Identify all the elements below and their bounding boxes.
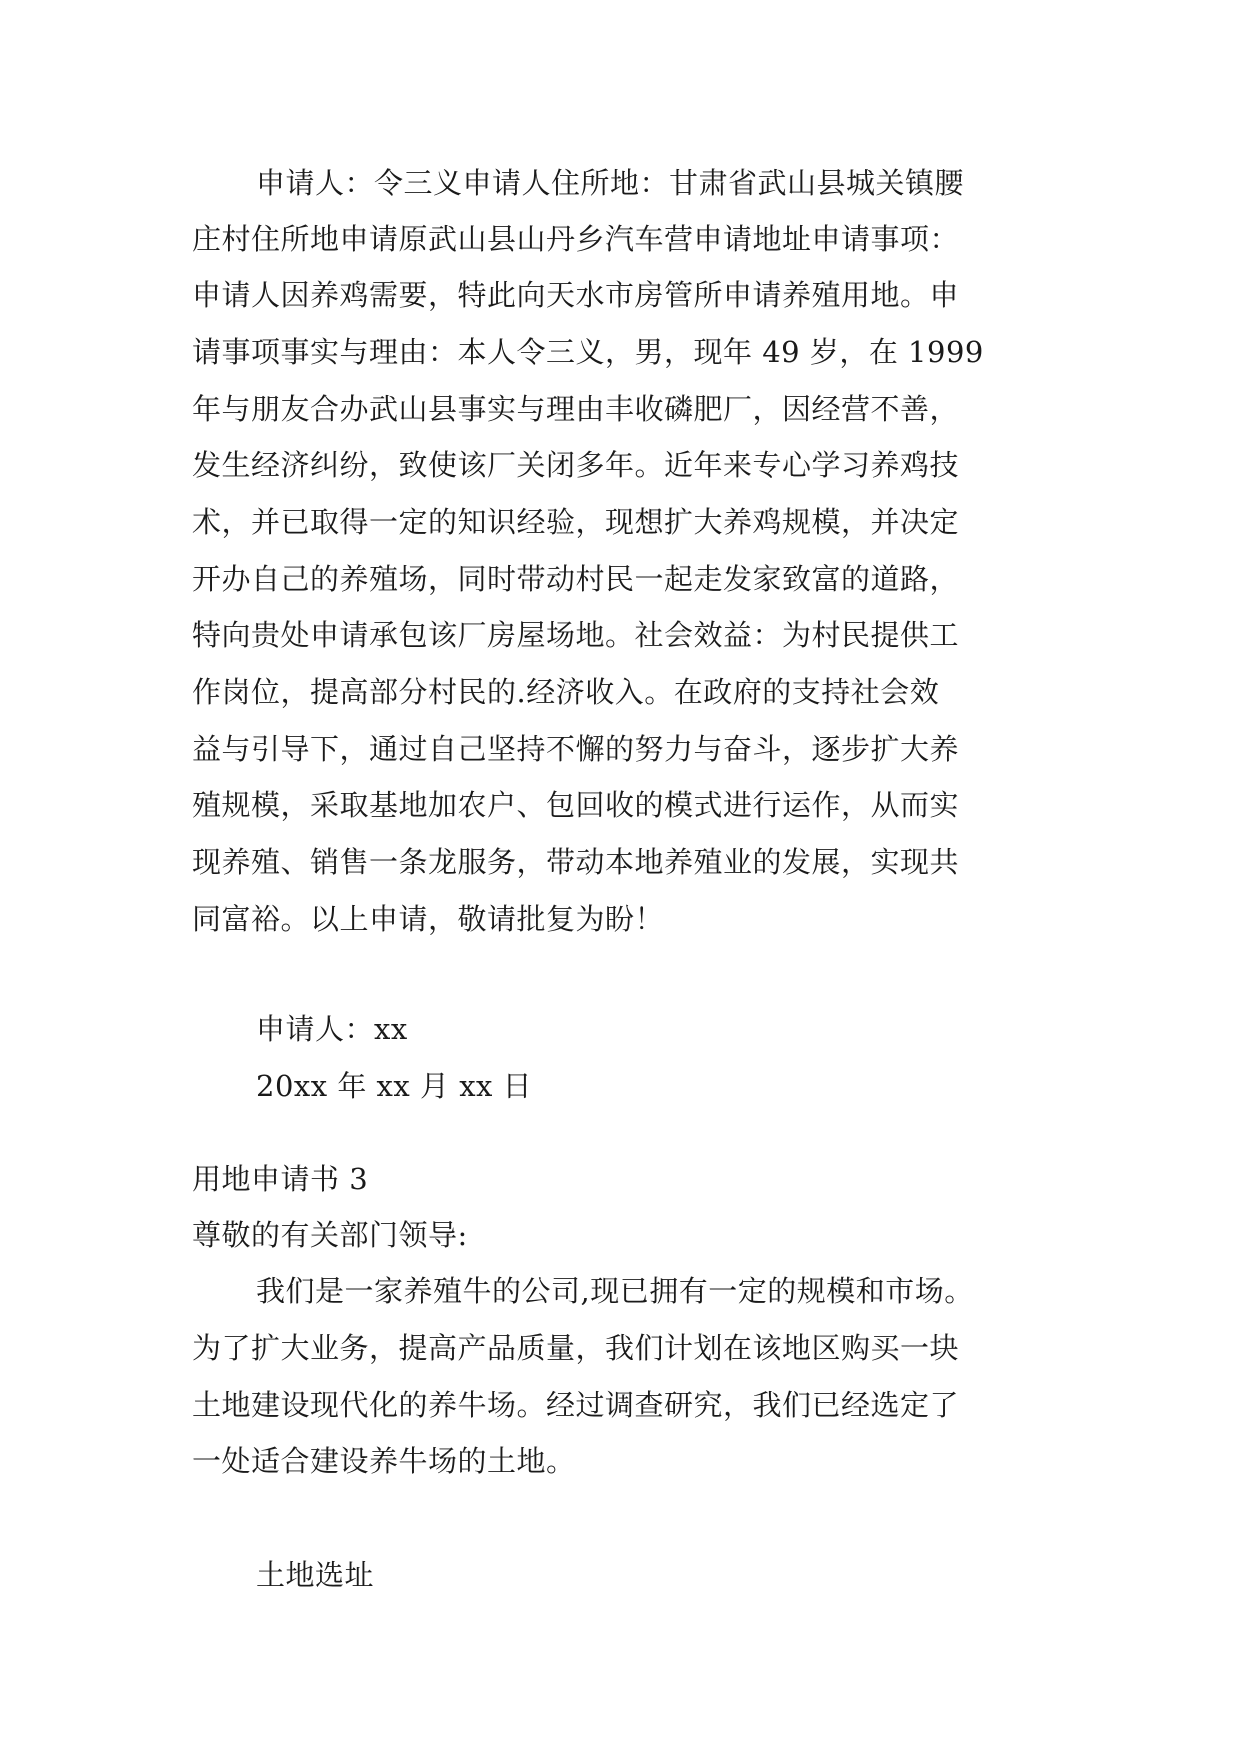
paragraph-line: 特向贵处申请承包该厂房屋场地。社会效益：为村民提供工 [192, 618, 960, 652]
paragraph-line: 开办自己的养殖场，同时带动村民一起走发家致富的道路， [192, 562, 960, 596]
paragraph-line: 现养殖、销售一条龙服务，带动本地养殖业的发展，实现共 [192, 845, 960, 879]
paragraph-line: 庄村住所地申请原武山县山丹乡汽车营申请地址申请事项： [192, 222, 960, 256]
paragraph-line: 申请人：令三义申请人住所地：甘肃省武山县城关镇腰 [256, 166, 965, 200]
paragraph-line: 我们是一家养殖牛的公司,现已拥有一定的规模和市场。 [256, 1274, 974, 1308]
paragraph-line: 作岗位，提高部分村民的.经济收入。在政府的支持社会效 [192, 675, 940, 709]
paragraph-line: 申请人因养鸡需要，特此向天水市房管所申请养殖用地。申 [192, 278, 960, 312]
paragraph-line: 土地建设现代化的养牛场。经过调查研究，我们已经选定了 [192, 1388, 960, 1422]
section-heading: 土地选址 [256, 1558, 375, 1592]
paragraph-line: 益与引导下，通过自己坚持不懈的努力与奋斗，逐步扩大养 [192, 732, 960, 766]
date-line: 20xx 年 xx 月 xx 日 [256, 1069, 533, 1103]
paragraph-line: 一处适合建设养牛场的土地。 [192, 1444, 576, 1478]
salutation: 尊敬的有关部门领导: [192, 1218, 468, 1252]
paragraph-line: 发生经济纠纷，致使该厂关闭多年。近年来专心学习养鸡技 [192, 448, 960, 482]
paragraph-line: 殖规模，采取基地加农户、包回收的模式进行运作，从而实 [192, 788, 960, 822]
paragraph-line: 年与朋友合办武山县事实与理由丰收磷肥厂，因经营不善， [192, 392, 960, 426]
signature-line: 申请人：xx [256, 1012, 408, 1046]
paragraph-line: 同富裕。以上申请，敬请批复为盼！ [192, 902, 665, 936]
paragraph-line: 为了扩大业务，提高产品质量，我们计划在该地区购买一块 [192, 1331, 960, 1365]
paragraph-line: 术，并已取得一定的知识经验，现想扩大养鸡规模，并决定 [192, 505, 960, 539]
document-title: 用地申请书 3 [192, 1162, 369, 1196]
paragraph-line: 请事项事实与理由：本人令三义，男，现年 49 岁，在 1999 [192, 335, 984, 369]
